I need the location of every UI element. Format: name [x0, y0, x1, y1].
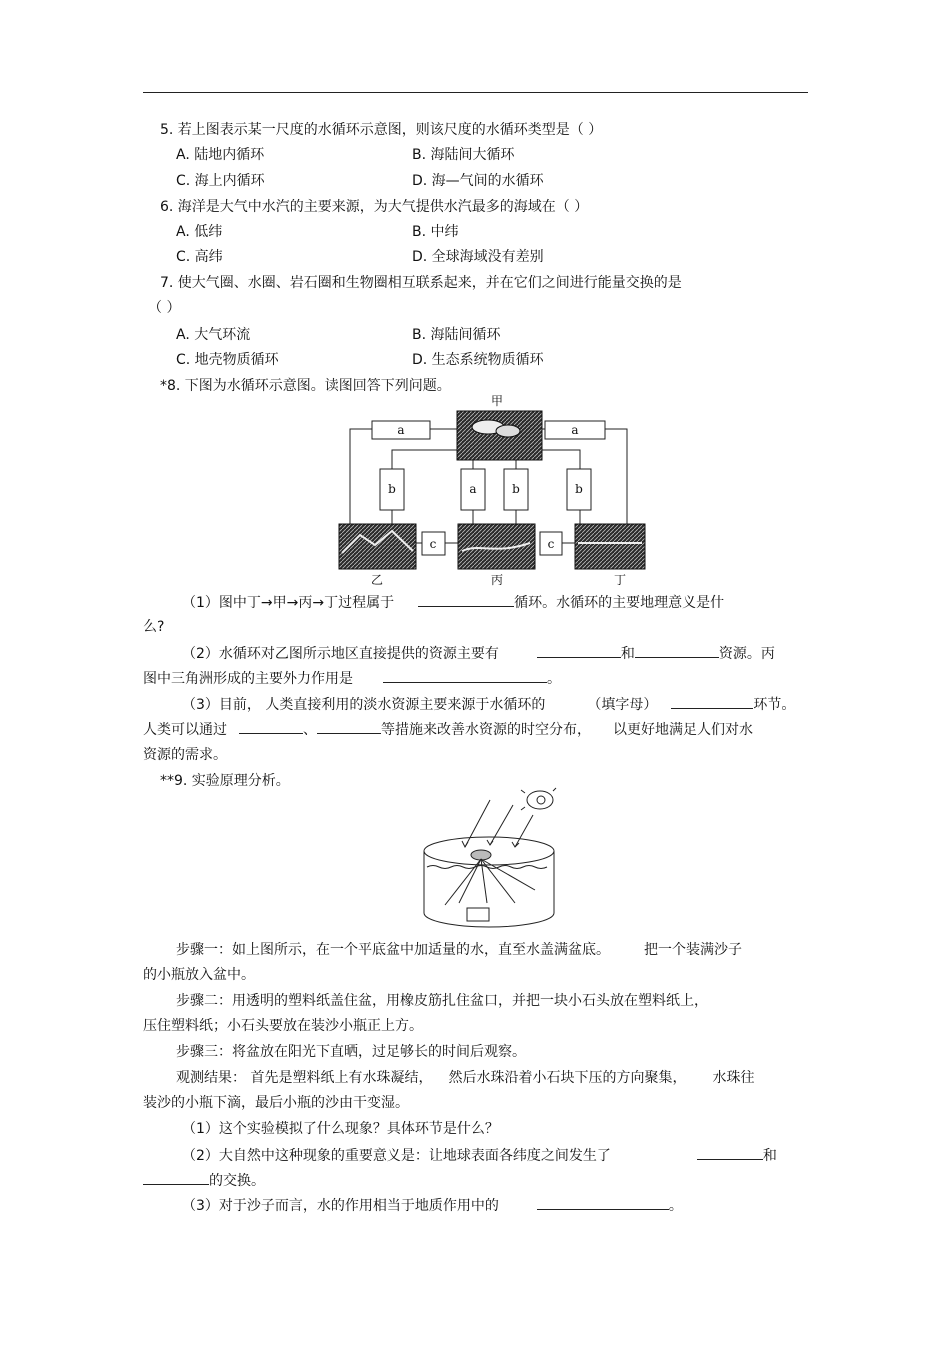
- q7-stem: 7. 使大气圈、水圈、岩石圈和生物圈相互联系起来，并在它们之间进行能量交换的是: [160, 275, 682, 291]
- q7-stem-line2: （ ）: [148, 300, 181, 316]
- blank-q8-3b[interactable]: [239, 719, 303, 734]
- box-c-right: c: [547, 537, 555, 551]
- q5-option-a: A. 陆地内循环: [176, 147, 265, 163]
- blank-q8-2a[interactable]: [537, 643, 621, 658]
- panel-bing: [458, 524, 535, 569]
- q9-observation-line2: 装沙的小瓶下滴，最后小瓶的沙由干变湿。: [143, 1095, 409, 1111]
- q5-option-c: C. 海上内循环: [176, 173, 265, 189]
- label-ding: 丁: [613, 573, 627, 587]
- q9-sub2: （2）大自然中这种现象的重要意义是：让地球表面各纬度之间发生了 和: [182, 1145, 777, 1166]
- blank-q9-2b[interactable]: [143, 1170, 209, 1185]
- blank-q8-2c[interactable]: [383, 668, 547, 683]
- q6-option-a: A. 低纬: [176, 224, 223, 240]
- box-a-left: a: [397, 423, 405, 437]
- panel-ding: [575, 524, 645, 569]
- q8-sub2-line2: 图中三角洲形成的主要外力作用是 。: [143, 668, 561, 689]
- q8-sub1-line2: 么?: [143, 619, 165, 635]
- box-b-1: b: [388, 482, 396, 496]
- blank-q9-3[interactable]: [537, 1195, 669, 1210]
- blank-q8-2b[interactable]: [635, 643, 719, 658]
- q9-sub3: （3）对于沙子而言，水的作用相当于地质作用中的 。: [182, 1195, 683, 1216]
- blank-q8-3a[interactable]: [671, 694, 753, 709]
- q9-step2-line2: 压住塑料纸；小石头要放在装沙小瓶正上方。: [143, 1018, 423, 1034]
- q9-stem: **9. 实验原理分析。: [160, 773, 290, 789]
- q6-stem: 6. 海洋是大气中水汽的主要来源，为大气提供水汽最多的海域在（ ）: [160, 199, 589, 215]
- q7-option-c: C. 地壳物质循环: [176, 352, 279, 368]
- q9-sub1: （1）这个实验模拟了什么现象？具体环节是什么？: [182, 1121, 499, 1137]
- water-cycle-diagram: [330, 393, 650, 587]
- q5-option-d: D. 海—气间的水循环: [412, 173, 544, 189]
- q6-option-c: C. 高纬: [176, 249, 223, 265]
- panel-yi: [339, 524, 416, 569]
- q7-option-a: A. 大气环流: [176, 327, 251, 343]
- q8-sub3-line2: 人类可以通过 、 等措施来改善水资源的时空分布， 以更好地满足人们对水: [143, 719, 753, 740]
- label-jia: 甲: [490, 394, 504, 408]
- q9-step1: 步骤一：如上图所示，在一个平底盆中加适量的水，直至水盖满盆底。 把一个装满沙子: [176, 942, 742, 958]
- box-a-right: a: [571, 423, 579, 437]
- box-a-mid: a: [469, 482, 477, 496]
- q9-step1-line2: 的小瓶放入盆中。: [143, 967, 255, 983]
- q8-sub3-line3: 资源的需求。: [143, 747, 227, 763]
- q9-observation: 观测结果： 首先是塑料纸上有水珠凝结， 然后水珠沿着小石块下压的方向聚集， 水珠往: [176, 1070, 755, 1086]
- q7-option-b: B. 海陆间循环: [412, 327, 501, 343]
- q8-sub1: （1）图中丁→甲→丙→丁过程属于 循环。水循环的主要地理意义是什: [182, 592, 724, 613]
- header-rule: [143, 92, 808, 93]
- box-b-3: b: [575, 482, 583, 496]
- panel-jia: [457, 411, 542, 460]
- q7-option-d: D. 生态系统物质循环: [412, 352, 544, 368]
- sun-icon: [521, 788, 556, 810]
- experiment-diagram: [415, 785, 563, 930]
- label-bing: 丙: [490, 573, 504, 587]
- q8-stem: *8. 下图为水循环示意图。读图回答下列问题。: [160, 378, 451, 394]
- q5-option-b: B. 海陆间大循环: [412, 147, 515, 163]
- box-b-2: b: [512, 482, 520, 496]
- q8-sub3: （3）目前， 人类直接利用的淡水资源主要来源于水循环的 （填字母） 环节。: [182, 694, 795, 715]
- blank-q8-3c[interactable]: [317, 719, 381, 734]
- q8-sub2: （2）水循环对乙图所示地区直接提供的资源主要有 和 资源。丙: [182, 643, 775, 664]
- q5-stem: 5. 若上图表示某一尺度的水循环示意图，则该尺度的水循环类型是（ ）: [160, 122, 603, 138]
- label-yi: 乙: [370, 573, 384, 587]
- blank-q9-2a[interactable]: [697, 1145, 763, 1160]
- q9-step3: 步骤三：将盆放在阳光下直晒，过足够长的时间后观察。: [176, 1044, 526, 1060]
- blank-q8-1[interactable]: [418, 592, 514, 607]
- q9-sub2-line2: 的交换。: [143, 1170, 265, 1191]
- q6-option-d: D. 全球海域没有差别: [412, 249, 544, 265]
- q9-step2: 步骤二：用透明的塑料纸盖住盆，用橡皮筋扎住盆口，并把一块小石头放在塑料纸上，: [176, 993, 708, 1009]
- box-c-left: c: [429, 537, 437, 551]
- q6-option-b: B. 中纬: [412, 224, 459, 240]
